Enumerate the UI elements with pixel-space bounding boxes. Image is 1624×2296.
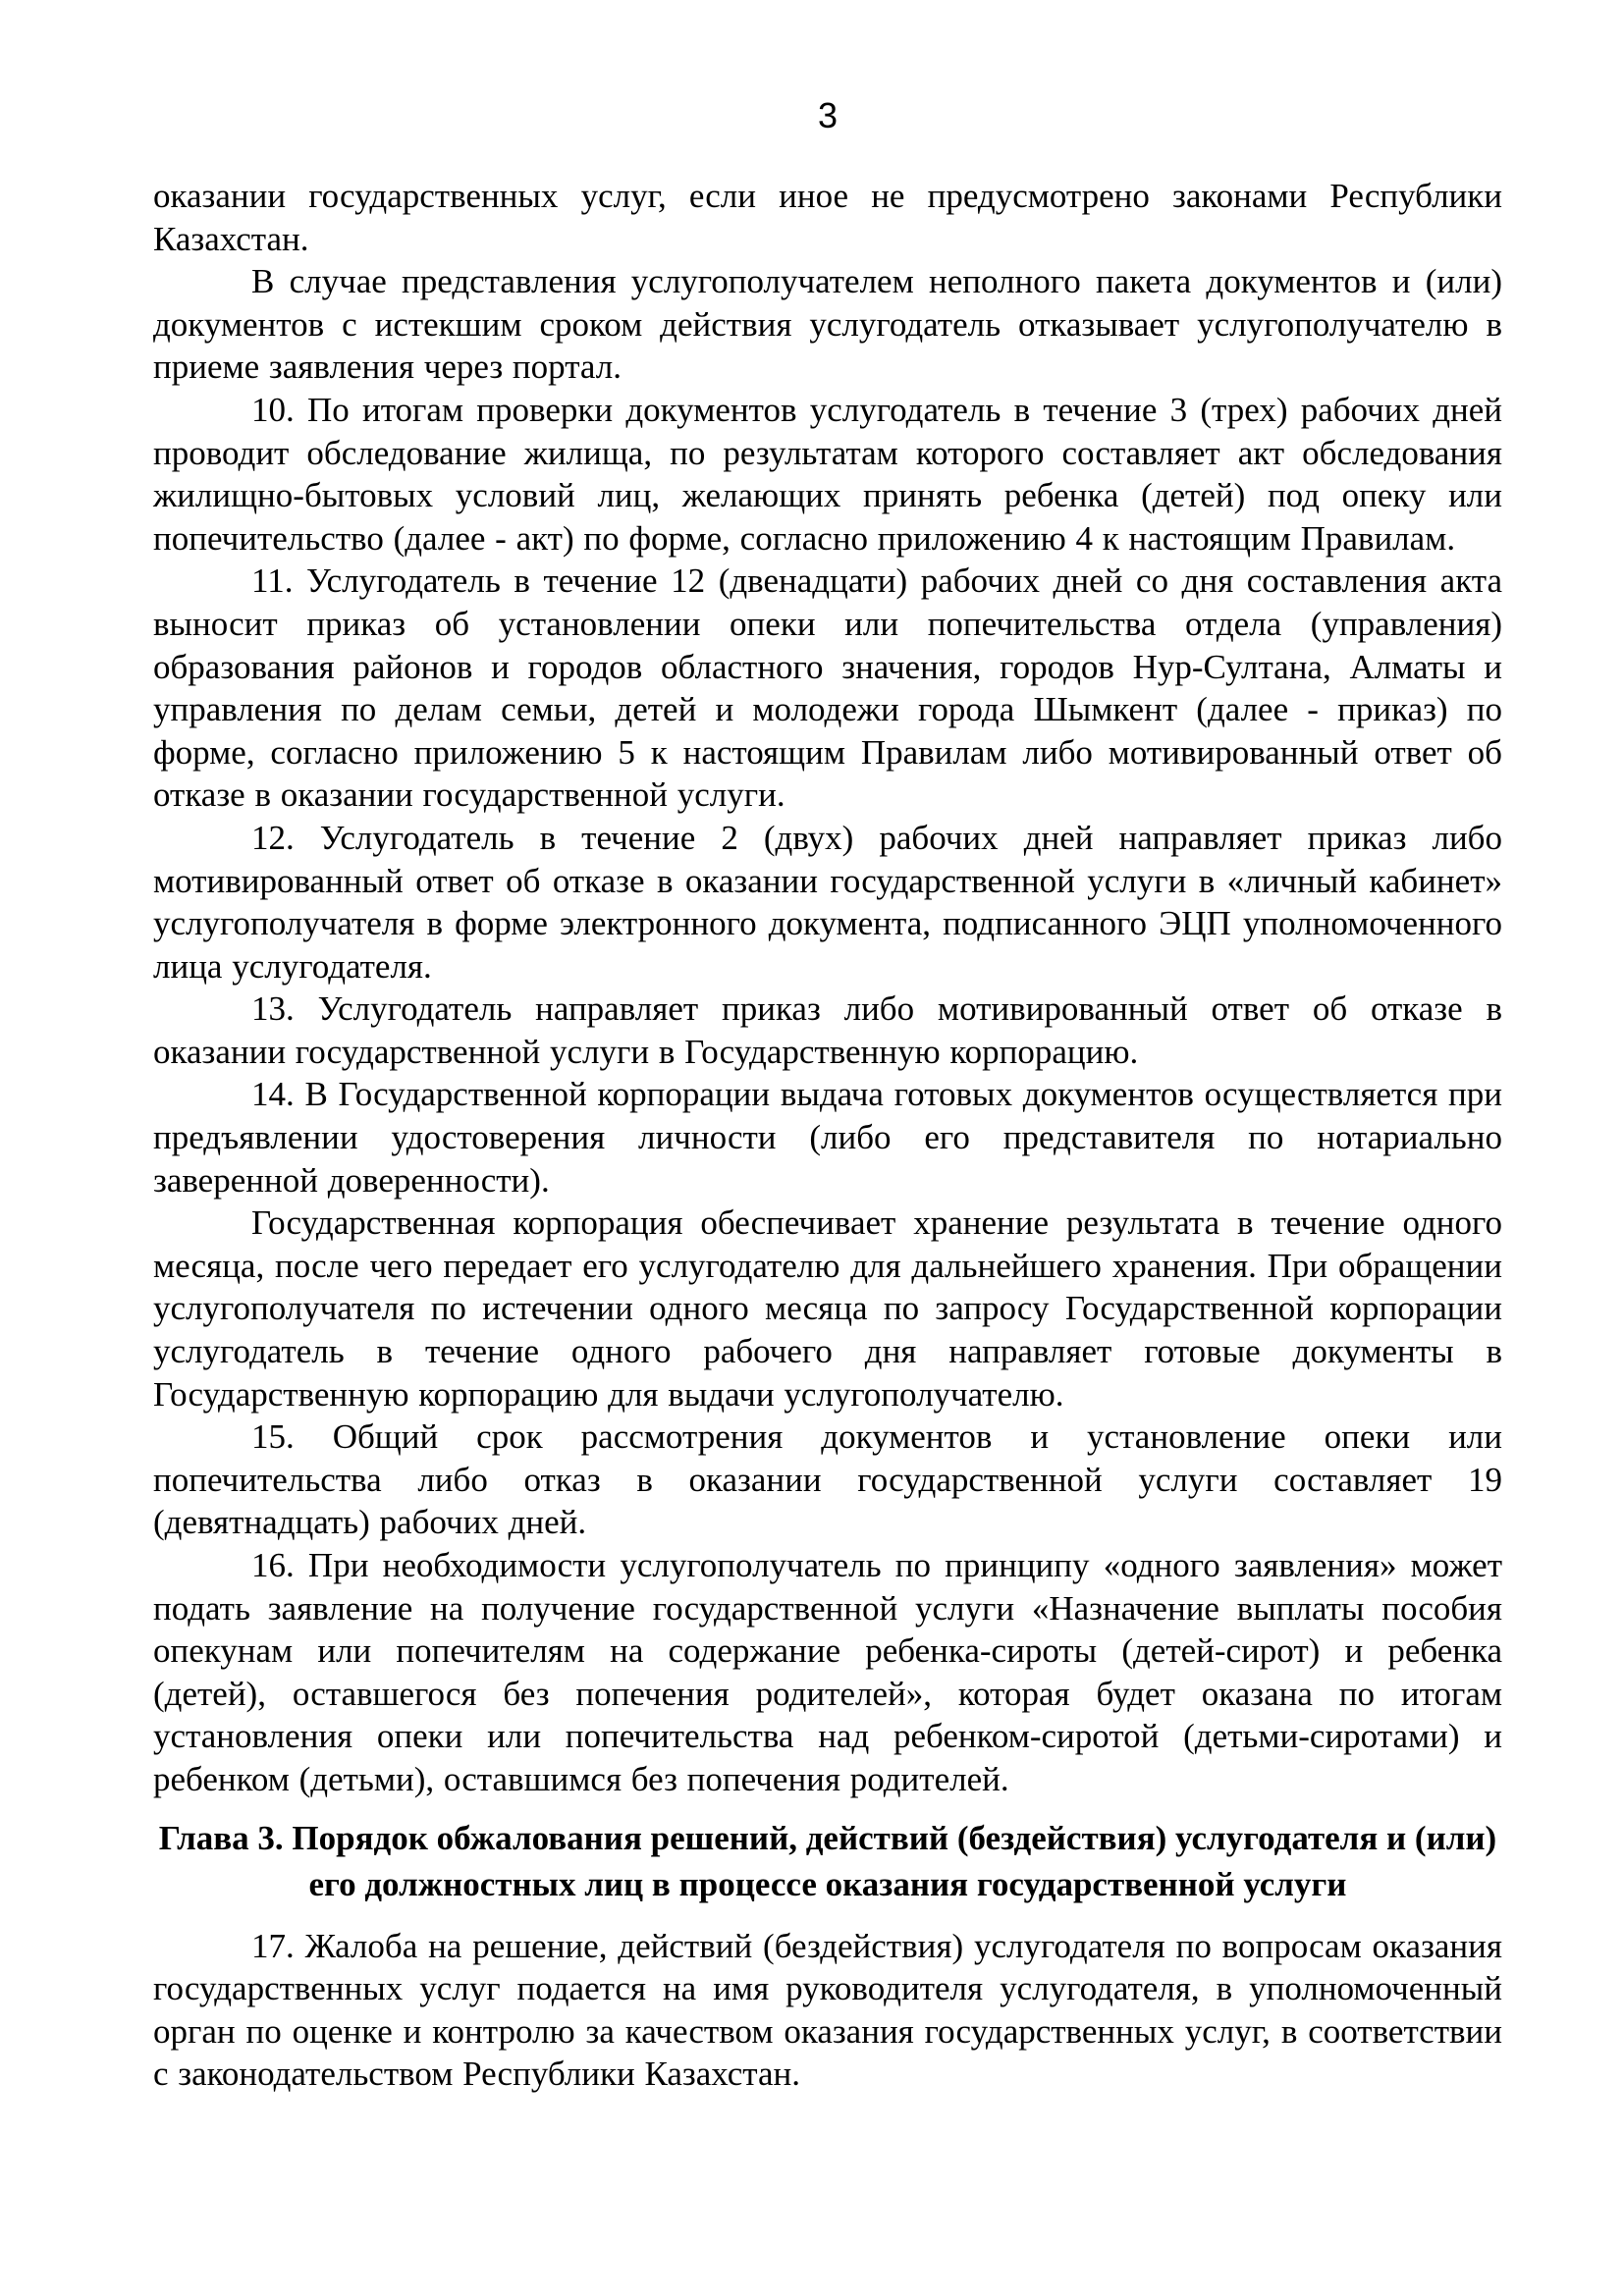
paragraph: 10. По итогам проверки документов услугодатель в течение 3 (трех) рабочих дней проводит обследование жилища, по результатам которого составляет акт обследования жилищно-бытовых условий лиц, желающих принять ребенка (детей) под опеку или попечительство (далее - акт) по форме, согласно приложению 4 к настоящим Правилам.: [153, 390, 1502, 558]
paragraph: 16. При необходимости услугополучатель по принципу «одного заявления» может подать заявление на получение государственной услуги «Назначение выплаты пособия опекунам или попечителям на содержание ребенка-сироты (детей-сирот) и ребенка (детей), оставшегося без попечения родителей», которая будет оказана по итогам установления опеки или попечительства над ребенком-сиротой (детьми-сиротами) и ребенком (детьми), оставшимся без попечения родителей.: [153, 1546, 1502, 1798]
paragraph: 14. В Государственной корпорации выдача готовых документов осуществляется при предъявлении удостоверения личности (либо его представителя по нотариально заверенной доверенности).: [153, 1075, 1502, 1200]
paragraph: В случае представления услугополучателем неполного пакета документов и (или) документов с истекшим сроком действия услугодатель отказывает услугополучателю в приеме заявления через портал.: [153, 262, 1502, 387]
page-number: 3: [817, 95, 839, 135]
text-column: [153, 0, 1502, 2096]
paragraph: 17. Жалоба на решение, действий (бездействия) услугодателя по вопросам оказания государственных услуг подается на имя руководителя услугодателя, в уполномоченный орган по оценке и контролю за качеством оказания государственных услуг, в соответствии с законодательством Республики Казахстан.: [153, 1926, 1502, 2094]
paragraph: оказании государственных услуг, если иное не предусмотрено законами Республики Казахстан.: [153, 177, 1502, 258]
chapter-heading: Глава 3. Порядок обжалования решений, действий (бездействия) услугодателя и (или) его должностных лиц в процессе оказания государственной услуги: [158, 1818, 1497, 1903]
paragraph: 12. Услугодатель в течение 2 (двух) рабочих дней направляет приказ либо мотивированный ответ об отказе в оказании государственной услуги в «личный кабинет» услугополучателя в форме электронного документа, подписанного ЭЦП уполномоченного лица услугодателя.: [153, 818, 1502, 986]
paragraph: 13. Услугодатель направляет приказ либо мотивированный ответ об отказе в оказании государственной услуги в Государственную корпорацию.: [153, 989, 1502, 1071]
document-body: [153, 175, 1502, 2096]
paragraph: 11. Услугодатель в течение 12 (двенадцати) рабочих дней со дня составления акта выносит приказ об установлении опеки или попечительства отдела (управления) образования районов и городов областного значения, городов Нур-Султана, Алматы и управления по делам семьи, детей и молодежи города Шымкент (далее - приказ) по форме, согласно приложению 5 к настоящим Правилам либо мотивированный ответ об отказе в оказании государственной услуги.: [153, 561, 1502, 815]
paragraph: 15. Общий срок рассмотрения документов и установление опеки или попечительства либо отказ в оказании государственной услуги составляет 19 (девятнадцать) рабочих дней.: [153, 1417, 1502, 1542]
paragraph: Государственная корпорация обеспечивает хранение результата в течение одного месяца, после чего передает его услугодателю для дальнейшего хранения. При обращении услугополучателя по истечении одного месяца по запросу Государственной корпорации услугодатель в течение одного рабочего дня направляет готовые документы в Государственную корпорацию для выдачи услугополучателю.: [153, 1203, 1502, 1414]
